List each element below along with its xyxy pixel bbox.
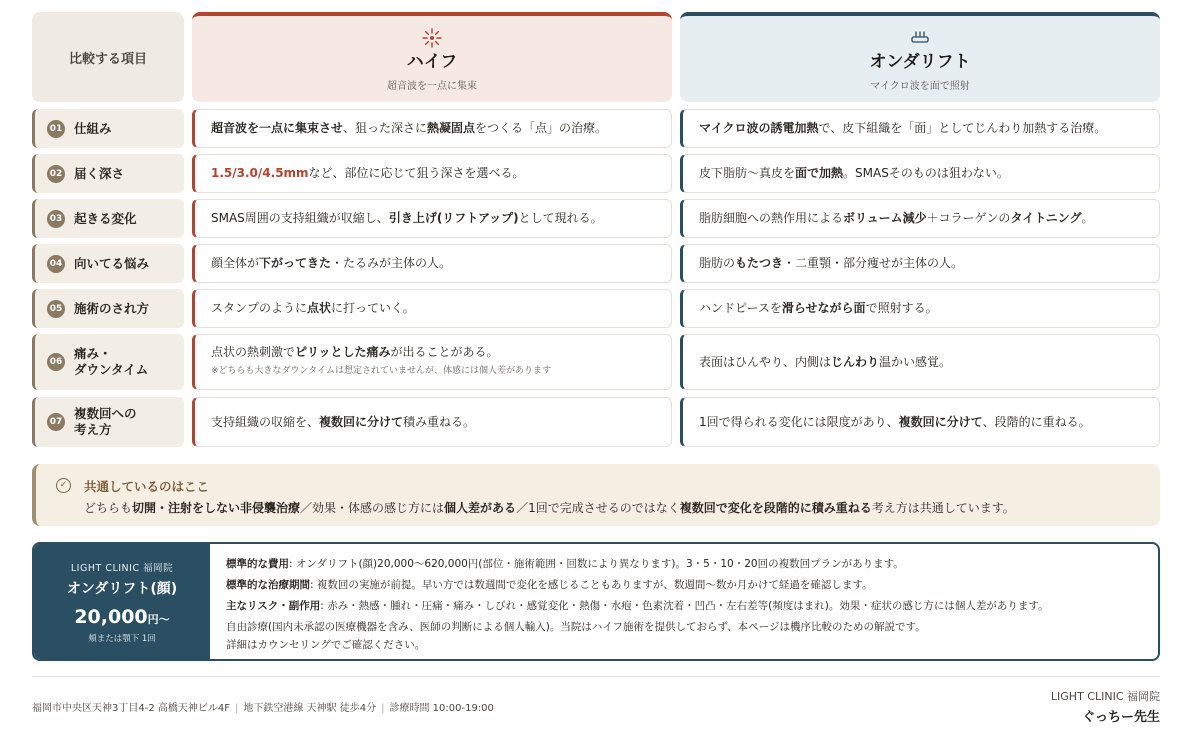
hifu-title: ハイフ [406,51,458,72]
hifu-subtitle: 超音波を一点に集束 [387,80,477,92]
text-segment: 積み重ねる。 [403,414,476,429]
price-line-risk: 主なリスク・副作用: 赤み・熱感・腫れ・圧痛・痛み・しびれ・感覚変化・熱傷・水疱・色素沈着・凹凸・左右差等(頻度はまれ)。効果・症状の感じ方には個人差があります。 [226,600,1049,612]
row-number: 05 [47,300,65,318]
common-title: 共通しているのはここ [84,479,210,494]
hifu-cell-text [211,120,663,137]
table-row [32,289,1160,328]
hifu-cell [192,199,672,238]
price-amount-value: 20,000 [74,605,148,628]
hifu-cell [192,397,672,447]
price-unit: 頬または顎下 1回 [88,633,156,644]
text-segment: 。SMASそのものは狙わない。 [843,166,1009,180]
table-row [32,397,1160,447]
handpiece-icon [910,27,930,49]
text-segment: 熱凝固点 [427,121,476,135]
text-segment: もたつき [735,256,784,270]
text-segment: ボリューム減少 [843,211,927,225]
hifu-cell [192,289,672,328]
price-line-cost: 標準的な費用: オンダリフト(顔)20,000〜620,000円(部位・施術範囲・回数により異なります)。3・5・10・20回の複数回プランがあります。 [226,558,904,570]
text-segment: スタンプのように [211,301,308,315]
row-number: 03 [47,210,65,228]
price-line-period: 標準的な治療期間: 複数回の実施が前提。早い方では数週間で変化を感じることもありますが、数週間〜数か月かけて経過を確認します。 [226,579,873,591]
hifu-cell-text [211,414,663,431]
ondo-header [680,12,1160,102]
hifu-cell-text [211,300,663,317]
text-segment: ／1回で完成させるのではなく [516,501,680,515]
text-segment: マイクロ波の誘電加熱 [699,121,819,135]
text-segment: 脂肪細胞への熱作用による [699,211,844,225]
row-number: 02 [47,165,65,183]
compare-label: 比較する項目 [68,51,147,67]
ondo-cell-text [699,300,1151,317]
hifu-cell-text [211,255,663,272]
text-segment: で照射する。 [865,301,938,315]
table-row [32,154,1160,193]
compare-label-header [32,12,184,102]
hifu-cell-text [211,210,663,227]
hifu-cell-text [211,165,663,182]
row-label-text: 向いてる悩み [74,255,150,271]
text-segment: 複数回で変化を段階的に積み重ねる [679,501,872,515]
table-row [32,244,1160,283]
footer-address: 福岡市中央区天神3丁目4-2 高橋天神ビル4F | 地下鉄空港線 天神駅 徒歩4分 | 診療時間 10:00-19:00 [32,703,494,714]
price-summary [34,544,210,659]
text-segment: 皮下脂肪〜真皮を [699,166,796,180]
text-segment: ピリッとした痛み [295,345,391,359]
text-segment: 複数回に分けて [319,414,404,429]
row-label [32,334,184,390]
table-row [32,334,1160,390]
table-row [32,199,1160,238]
text-segment: 点状 [307,301,332,315]
row-label [32,244,184,283]
text-segment: ＋コラーゲンの [926,211,1011,225]
row-number: 04 [47,255,65,273]
price-note-1: 自由診療(国内未承認の医療機器を含み、医師の判断による個人輸入)。当院はハイフ施術を提供しておらず、本ページは機序比較のための解説です。 [226,621,926,633]
ondo-cell [680,289,1160,328]
price-amount [74,606,169,628]
text-segment: に打っていく。 [331,301,415,315]
common-text [84,499,1015,516]
check-circle-icon: ✓ [56,478,71,493]
hifu-cell [192,154,672,193]
ondo-cell-text [699,210,1151,227]
ondo-cell [680,397,1160,447]
hifu-cell [192,244,672,283]
text-segment: 引き上げ(リフトアップ) [388,211,519,225]
ondo-cell [680,334,1160,390]
text-segment: 1.5/3.0/4.5mm [211,166,309,180]
text-segment: 。 [1081,211,1094,225]
price-treatment-name: オンダリフト(顔) [66,580,178,597]
text-segment: 温かい感覚。 [879,354,952,369]
ondo-cell [680,244,1160,283]
text-segment: として現れる。 [518,211,603,225]
row-label-text: 痛み・ ダウンタイム [74,346,149,377]
ondo-title: オンダリフト [869,51,971,72]
price-amount-suffix: 円〜 [147,612,170,626]
text-segment: 1回で得られる変化には限度があり、 [699,414,899,429]
row-number: 07 [47,413,65,431]
text-segment: 顔全体が [211,256,260,270]
text-segment: が出ることがある。 [390,345,499,359]
text-segment: 滑らせながら面 [781,301,866,315]
row-label-text: 届く深さ [74,165,125,181]
row-label-text: 仕組み [74,120,112,136]
text-segment: 超音波を一点に集束させ、狙った深さに [211,121,428,135]
text-segment: じんわり [831,354,880,369]
text-segment: 切開・注射をしない非侵襲治療 [132,501,301,515]
row-label-text: 複数回への 考え方 [74,406,137,437]
ondo-cell [680,109,1160,148]
table-row [32,109,1160,148]
common-points-box [32,464,1160,526]
footer-doctor-name: ぐっちー先生 [1082,710,1160,725]
hifu-cell-text [211,344,663,361]
price-details [226,554,1146,652]
text-segment: 点状の熱刺激で [211,345,296,359]
row-label-text: 起きる変化 [74,210,137,226]
text-segment: SMAS周囲の支持組織が収縮し、 [211,211,389,225]
row-label [32,289,184,328]
text-segment: ハンドピースを [699,301,782,315]
text-segment: ／効果・体感の感じ方には [300,501,445,515]
text-segment: で、皮下組織を「面」としてじんわり加熱する治療。 [818,121,1107,135]
ondo-cell-text [699,354,1151,371]
footer-clinic-name: LIGHT CLINIC 福岡院 [1050,690,1160,703]
row-label [32,154,184,193]
price-clinic-name: LIGHT CLINIC 福岡院 [70,562,174,574]
hifu-cell [192,109,672,148]
focus-burst-icon [422,27,442,49]
ondo-cell-text [699,165,1151,182]
text-segment: タイトニング [1010,211,1082,225]
footer-access: 地下鉄空港線 天神駅 徒歩4分 [243,703,377,714]
text-segment: 考え方は共通しています。 [871,501,1015,515]
text-segment: 個人差がある [444,501,517,515]
ondo-subtitle: マイクロ波を面で照射 [870,80,970,92]
text-segment: 表面はひんやり、内側は [699,354,832,369]
hifu-header [192,12,672,102]
price-box [32,542,1160,661]
row-label [32,397,184,447]
ondo-cell [680,154,1160,193]
text-segment: 脂肪の [699,256,736,270]
price-note-2: 詳細はカウンセリングでご確認ください。 [226,639,426,651]
text-segment: など、部位に応じて狙う深さを選べる。 [308,166,525,180]
text-segment: どちらも [84,501,133,515]
footer-divider [32,676,1160,677]
text-segment: ・二重顎・部分痩せが主体の人。 [783,256,964,270]
footer-address-text: 福岡市中央区天神3丁目4-2 高橋天神ビル4F [32,703,230,714]
row-label [32,109,184,148]
text-segment: 下がってきた [259,256,332,270]
text-segment: 面で加熱 [795,166,844,180]
ondo-cell-text [699,255,1151,272]
text-segment: 支持組織の収縮を、 [211,414,320,429]
ondo-cell-text [699,120,1151,137]
row-number: 01 [47,120,65,138]
ondo-cell-text [699,414,1151,431]
text-segment: をつくる「点」の治療。 [475,121,608,135]
row-label-text: 施術のされ方 [74,300,150,316]
row-label [32,199,184,238]
hifu-cell-note: ※どちらも大きなダウンタイムは想定されていませんが、体感には個人差があります [211,366,552,376]
hifu-cell [192,334,672,390]
text-segment: 複数回に分けて [898,414,983,429]
row-number: 06 [47,353,65,371]
ondo-cell [680,199,1160,238]
text-segment: ・たるみが主体の人。 [331,256,452,270]
footer-hours: 診療時間 10:00-19:00 [389,703,494,714]
text-segment: 、段階的に重ねる。 [982,414,1091,429]
